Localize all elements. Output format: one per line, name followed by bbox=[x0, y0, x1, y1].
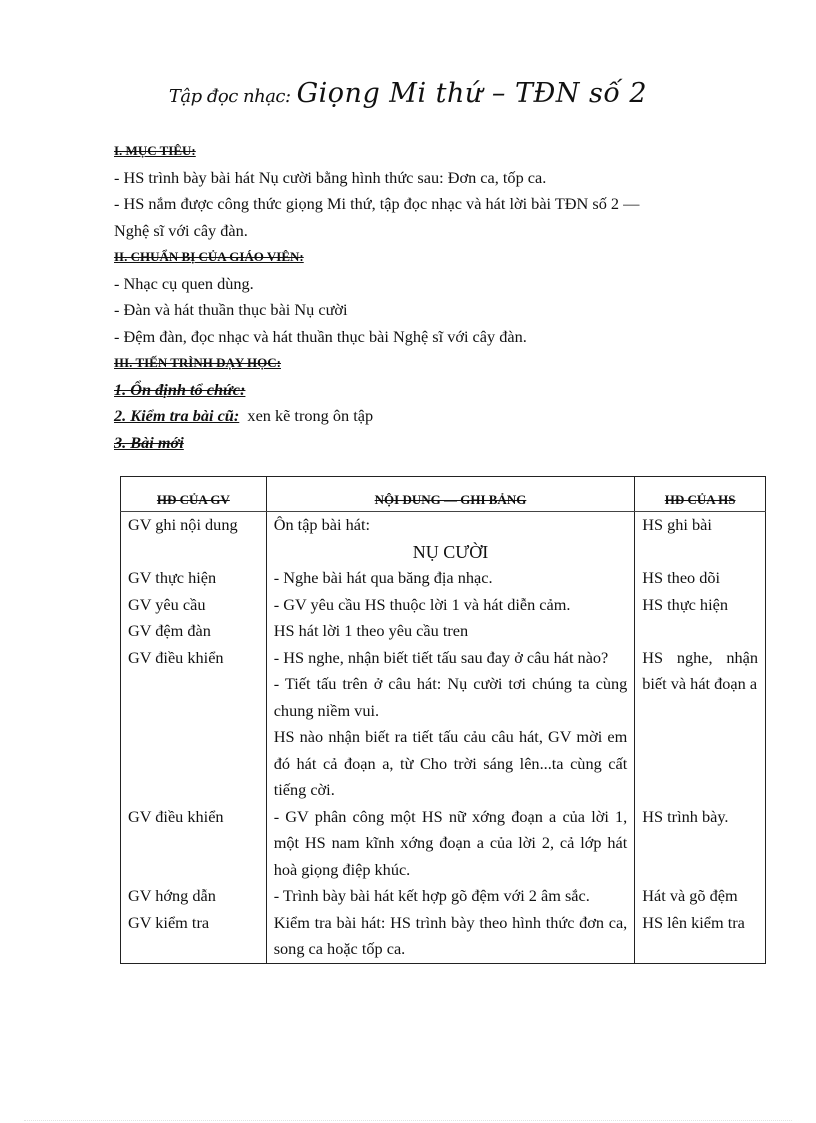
page-bottom-divider bbox=[24, 1120, 792, 1121]
cell-hs bbox=[635, 618, 766, 645]
table-row bbox=[121, 618, 766, 645]
header-student-activity: HĐ CỦA HS bbox=[635, 477, 766, 512]
objective-line-1: - HS trình bày bài hát Nụ cười bằng hình thức sau: Đơn ca, tốp ca. bbox=[114, 167, 547, 187]
section-heading-objectives: I. MỤC TIÊU: bbox=[114, 143, 196, 158]
cell-content: - Trình bày bài hát kết hợp gõ đệm với 2 âm sắc. bbox=[266, 883, 635, 910]
cell-gv: GV yêu cầu bbox=[121, 592, 267, 619]
section-heading-preparation: II. CHUẨN BỊ CỦA GIÁO VIÊN: bbox=[114, 249, 304, 264]
song-title: NỤ CƯỜI bbox=[412, 541, 489, 562]
cell-content: HS hát lời 1 theo yêu cầu tren bbox=[266, 618, 635, 645]
process-item-2-label: 2. Kiểm tra bài cũ: bbox=[114, 406, 240, 425]
preparation-line-2: - Đàn và hát thuần thục bài Nụ cười bbox=[114, 300, 348, 319]
lesson-table bbox=[120, 476, 766, 964]
cell-content: - GV yêu cầu HS thuộc lời 1 và hát diễn cảm. bbox=[266, 592, 635, 619]
objective-line-2: - HS nắm được công thức giọng Mi thứ, tập đọc nhạc và hát lời bài TĐN số 2 — bbox=[114, 194, 640, 213]
content-line: - HS nghe, nhận biết tiết tấu sau đay ở câu hát nào? bbox=[273, 647, 609, 667]
cell-content: - Nghe bài hát qua băng địa nhạc. bbox=[266, 565, 635, 592]
cell-content bbox=[266, 645, 635, 804]
cell-gv: GV ghi nội dung bbox=[121, 512, 267, 566]
objective-line-3: Nghệ sĩ với cây đàn. bbox=[114, 220, 248, 240]
process-item-2-text: xen kẽ trong ôn tập bbox=[247, 406, 374, 425]
table-row bbox=[121, 645, 766, 804]
objectives-block bbox=[114, 138, 764, 456]
preparation-line-3: - Đệm đàn, đọc nhạc và hát thuần thục bài Nghệ sĩ với cây đàn. bbox=[114, 326, 527, 346]
header-teacher-activity: HĐ CỦA GV bbox=[121, 477, 267, 512]
table-row bbox=[121, 910, 766, 964]
process-item-3: 3. Bài mới bbox=[114, 432, 184, 452]
table-row bbox=[121, 883, 766, 910]
cell-hs: HS theo dõi bbox=[635, 565, 766, 592]
cell-gv: GV hớng dẫn bbox=[121, 883, 267, 910]
table-row bbox=[121, 565, 766, 592]
content-line: HS nào nhận biết ra tiết tấu cảu câu hát, GV mời em đó hát cả đoạn a, từ Cho trời sáng lên...ta cùng cất tiếng cời. bbox=[273, 727, 628, 799]
content-line: - Tiết tấu trên ở câu hát: Nụ cười tơi chúng ta cùng chung niềm vui. bbox=[273, 674, 628, 720]
section-heading-process: III. TIẾN TRÌNH DẠY HỌC: bbox=[114, 355, 281, 370]
table-row bbox=[121, 512, 766, 566]
title-prefix: Tập đọc nhạc: bbox=[168, 86, 291, 107]
page-title bbox=[0, 78, 816, 109]
table-header-row bbox=[121, 477, 766, 512]
cell-gv: GV kiểm tra bbox=[121, 910, 267, 964]
header-content: NỘI DUNG — GHI BẢNG bbox=[266, 477, 635, 512]
cell-hs: HS ghi bài bbox=[635, 512, 766, 566]
cell-gv: GV điều khiển bbox=[121, 804, 267, 884]
cell-content bbox=[266, 512, 635, 566]
cell-gv: GV điều khiển bbox=[121, 645, 267, 804]
cell-hs: HS trình bày. bbox=[635, 804, 766, 884]
cell-content: - GV phân công một HS nữ xớng đoạn a của lời 1, một HS nam kĩnh xớng đoạn a của lời 2, cả lớp hát hoà giọng điệp khúc. bbox=[266, 804, 635, 884]
table-row bbox=[121, 592, 766, 619]
cell-gv: GV thực hiện bbox=[121, 565, 267, 592]
cell-content: Kiểm tra bài hát: HS trình bày theo hình thức đơn ca, song ca hoặc tốp ca. bbox=[266, 910, 635, 964]
content-line: Ôn tập bài hát: bbox=[273, 515, 371, 534]
cell-hs: HS thực hiện bbox=[635, 592, 766, 619]
cell-hs: HS lên kiểm tra bbox=[635, 910, 766, 964]
table-row bbox=[121, 804, 766, 884]
process-item-1: 1. Ổn định tổ chức: bbox=[114, 379, 246, 399]
preparation-line-1: - Nhạc cụ quen dùng. bbox=[114, 273, 254, 293]
cell-hs: HS nghe, nhận biết và hát đoạn a bbox=[635, 645, 766, 804]
cell-hs: Hát và gõ đệm bbox=[635, 883, 766, 910]
title-main: Giọng Mi thứ – TĐN số 2 bbox=[296, 78, 648, 109]
cell-gv: GV đệm đàn bbox=[121, 618, 267, 645]
